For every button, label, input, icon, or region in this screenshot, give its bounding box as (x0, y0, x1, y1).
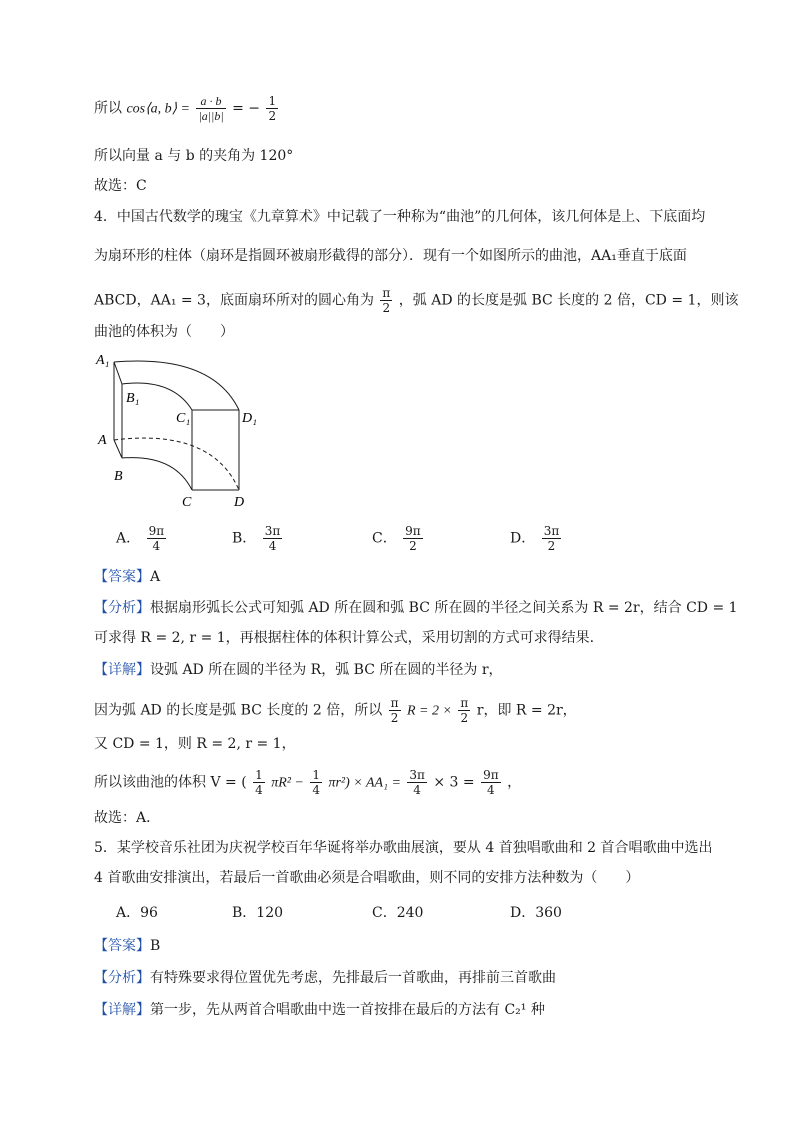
cos-frac-num: a · b (196, 94, 225, 109)
cos-value-fraction (266, 94, 278, 123)
edge-a1-b1 (114, 362, 122, 384)
quarter-fraction-2 (310, 768, 322, 797)
q4-line3-part-a: ABCD，AA₁ = 3，底面扇环所对的圆心角为 (94, 292, 374, 309)
detail-2c: r，即 R = 2r， (476, 702, 577, 719)
pi-half-den: 2 (390, 711, 399, 725)
answer-value: A (150, 569, 161, 585)
label-d1: D₁ (242, 411, 257, 426)
cos-value: = − (232, 100, 261, 117)
q4-analysis-2: 可求得 R = 2, r = 1，再根据柱体的体积计算公式，采用切割的方式可求得结果. (94, 630, 595, 646)
detail-tag: 【详解】 (94, 1002, 150, 1018)
q4-line4: 曲池的体积为（ ） (94, 324, 234, 340)
q4-choice: 故选：A． (94, 810, 161, 826)
answer-tag: 【答案】 (94, 569, 150, 585)
q4-detail-3: 又 CD = 1，则 R = 2, r = 1， (94, 736, 296, 752)
label-b1: B₁ (126, 391, 140, 406)
option-fraction-den: 4 (268, 539, 277, 553)
option-fraction (147, 524, 167, 553)
detail-4b: πR² − (271, 775, 304, 791)
q4-angle-den: 2 (382, 301, 391, 315)
option-fraction (542, 524, 562, 553)
option-fraction-num: 3π (264, 524, 281, 538)
frac-den: 4 (413, 783, 421, 797)
option-fraction-num: 3π (543, 524, 560, 538)
q5-analysis (94, 968, 556, 988)
pi-half-num: π (390, 696, 399, 710)
detail-2b: R = 2 × (407, 703, 452, 719)
option-letter: B． (232, 530, 257, 547)
q4-detail-4 (94, 768, 521, 797)
analysis-tag: 【分析】 (94, 600, 150, 616)
detail-2a: 因为弧 AD 的长度是弧 BC 长度的 2 倍，所以 (94, 702, 383, 719)
quarter-fraction (253, 768, 265, 797)
q3-choice: 故选：C (94, 178, 147, 194)
analysis-text: 有特殊要求得位置优先考虑，先排最后一首歌曲，再排前三首歌曲 (150, 970, 556, 986)
quarter-num: 1 (255, 768, 263, 782)
answer-value: B (150, 938, 161, 954)
frac-den: 4 (487, 783, 495, 797)
cos-fraction (196, 94, 225, 123)
option-fraction-den: 4 (152, 539, 161, 553)
frac-num: 3π (409, 768, 425, 782)
q4-angle-fraction (380, 286, 392, 315)
detail-4c: πr²) × AA₁ = (328, 775, 401, 791)
quarter-den: 4 (312, 783, 321, 797)
analysis-tag: 【分析】 (94, 970, 150, 986)
angle-text: 所以向量 a 与 b 的夹角为 120° (94, 148, 294, 164)
detail-4a: 所以该曲池的体积 V = ( (94, 774, 247, 791)
q5-answer (94, 936, 160, 956)
label-a: A (98, 433, 107, 448)
label-d: D (234, 495, 245, 510)
label-a1: A₁ (96, 353, 110, 368)
curved-pool-figure (94, 350, 274, 510)
q5-option-c: C．240 (372, 905, 424, 921)
frac-num: 9π (483, 768, 499, 782)
cos-prefix: 所以 (94, 100, 122, 117)
detail-tag: 【详解】 (94, 662, 150, 678)
q4-option-b (232, 524, 284, 553)
option-letter: C． (372, 530, 397, 547)
q4-option-c (372, 524, 425, 553)
detail-4e: ， (507, 774, 522, 791)
option-fraction-den: 2 (547, 539, 556, 553)
q5-option-b: B．120 (232, 905, 284, 921)
answer-tag: 【答案】 (94, 938, 150, 954)
analysis-text: 根据扇形弧长公式可知弧 AD 所在圆和弧 BC 所在圆的半径之间关系为 R = 2r，结合 CD = 1 (150, 600, 738, 616)
q4-option-a (116, 524, 168, 553)
option-letter: D． (510, 530, 536, 547)
q4-angle-num: π (382, 286, 391, 300)
cos-value-den: 2 (268, 109, 277, 123)
arc-a-d-hidden (114, 438, 239, 490)
q4-analysis-1 (94, 598, 738, 618)
q4-line3-part-b: ，弧 AD 的长度是弧 BC 长度的 2 倍，CD = 1，则该 (398, 292, 739, 309)
label-c1: C₁ (176, 411, 191, 426)
cos-expr: cos⟨a, b⟩ = (126, 101, 190, 117)
option-fraction (403, 524, 423, 553)
detail-4d: × 3 = (433, 774, 475, 791)
edge-a-b (114, 440, 122, 458)
q4-line1: 4．中国古代数学的瑰宝《九章算术》中记载了一种称为“曲池”的几何体，该几何体是上、下底面均 (94, 209, 706, 225)
cos-line (94, 94, 280, 123)
option-fraction-den: 2 (409, 539, 417, 553)
q5-option-d: D．360 (510, 905, 562, 921)
label-b: B (114, 469, 123, 484)
detail-text: 第一步，先从两首合唱歌曲中选一首按排在最后的方法有 C₂¹ 种 (150, 1002, 545, 1018)
q4-detail-1 (94, 660, 503, 680)
q5-detail (94, 1000, 545, 1020)
label-c: C (182, 495, 192, 510)
q5-line1: 5．某学校音乐社团为庆祝学校百年华诞将举办歌曲展演，要从 4 首独唱歌曲和 2 首合唱歌曲中选出 (94, 840, 713, 856)
q4-line3 (94, 286, 738, 315)
q5-line2: 4 首歌曲安排演出，若最后一首歌曲必须是合唱歌曲，则不同的安排方法种数为（ ） (94, 870, 640, 886)
q4-detail-2 (94, 696, 577, 725)
quarter-den: 4 (255, 783, 263, 797)
three-pi-quarter-fraction (407, 768, 427, 797)
detail-text: 设弧 AD 所在圆的半径为 R，弧 BC 所在圆的半径为 r， (150, 662, 503, 678)
q4-option-d (510, 524, 563, 553)
arc-b-c (122, 458, 192, 490)
pi-half-den: 2 (460, 711, 469, 725)
cos-frac-den: |a||b| (198, 109, 224, 123)
q5-option-a: A．96 (116, 905, 158, 921)
q4-answer (94, 567, 160, 587)
cos-value-num: 1 (268, 94, 277, 108)
option-fraction (263, 524, 283, 553)
pi-half-fraction-2 (458, 696, 470, 725)
pi-half-fraction (389, 696, 401, 725)
q4-line2: 为扇环形的柱体（扇环是指圆环被扇形截得的部分）．现有一个如图所示的曲池，AA₁垂直于底面 (94, 248, 687, 264)
quarter-num: 1 (312, 768, 321, 782)
option-letter: A． (116, 530, 141, 547)
option-fraction-num: 9π (405, 524, 421, 538)
nine-pi-quarter-fraction (481, 768, 501, 797)
option-fraction-num: 9π (148, 524, 165, 538)
pi-half-num: π (460, 696, 469, 710)
